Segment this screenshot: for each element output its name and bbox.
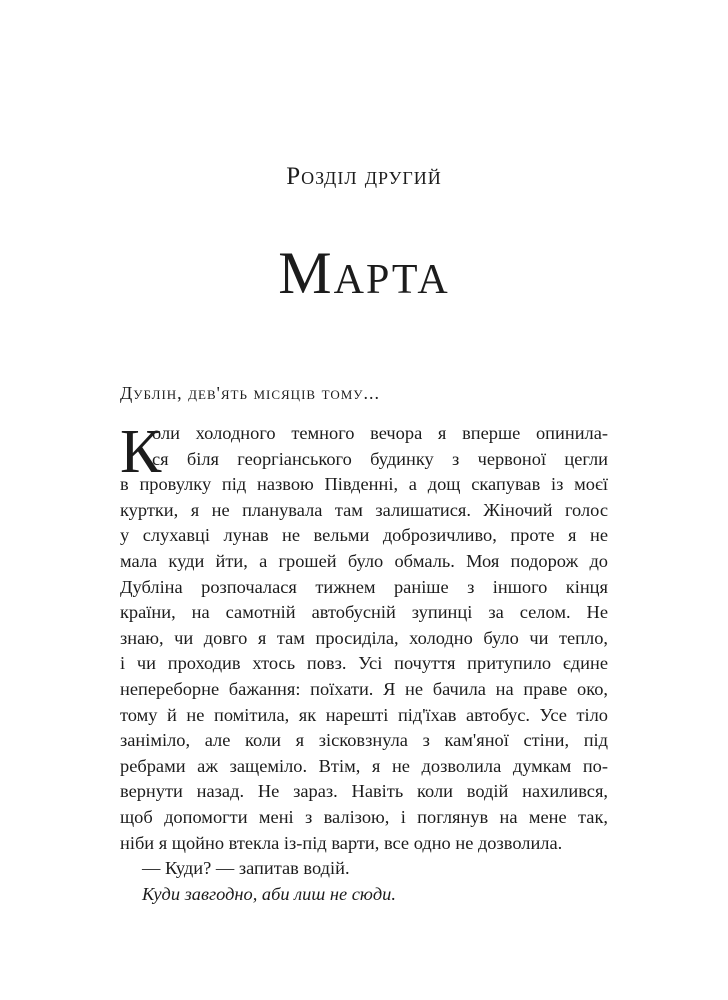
text-line: куртки, я не планувала там залишатися. Жіночий голос: [120, 499, 608, 520]
text-line: мала куди йти, а грошей було обмаль. Моя подорож до: [120, 550, 608, 571]
chapter-label: Розділ другий: [286, 163, 442, 190]
text-line: ребрами аж защеміло. Втім, я не дозволила думкам по-: [120, 755, 608, 776]
chapter-title: Марта: [278, 240, 450, 306]
text-line: Дубліна розпочалася тижнем раніше з іншого кінця: [120, 576, 608, 597]
dateline: Дублін, дев'ять місяців тому...: [120, 383, 380, 403]
text-line: у слухавці лунав не вельми доброзичливо, проте я не: [120, 525, 608, 546]
text-line: тому й не помітила, як нарешті під'їхав автобус. Усе тіло: [120, 704, 608, 725]
text-line: країни, на самотній автобусній зупинці за селом. Не: [120, 602, 608, 623]
text-line: оли холодного темного вечора я вперше опинила-: [152, 423, 608, 443]
text-line: ніби я щойно втекла із-під варти, все одно не дозволила.: [120, 832, 563, 853]
dialogue-line: — Куди? — запитав водій.: [142, 858, 350, 879]
body-text: [120, 418, 608, 907]
thought-line: Куди завгодно, аби лиш не сюди.: [142, 883, 396, 904]
drop-cap: К: [120, 418, 162, 486]
text-line: вернути назад. Не зараз. Навіть коли водій нахилився,: [120, 781, 608, 802]
text-line: ся біля георгіанського будинку з червоної цегли: [152, 448, 608, 469]
text-line: заніміло, але коли я зісковзнула з кам'яної стіни, під: [120, 730, 608, 751]
text-line: щоб допомогти мені з валізою, і поглянув на мене так,: [120, 806, 608, 827]
text-line: непереборне бажання: поїхати. Я не бачила на праве око,: [120, 678, 608, 699]
text-line: в провулку під назвою Південні, а дощ скапував із моєї: [120, 474, 608, 495]
text-line: знаю, чи довго я там просиділа, холодно було чи тепло,: [120, 627, 608, 648]
text-line: і чи проходив хтось повз. Усі почуття притупило єдине: [120, 653, 608, 674]
